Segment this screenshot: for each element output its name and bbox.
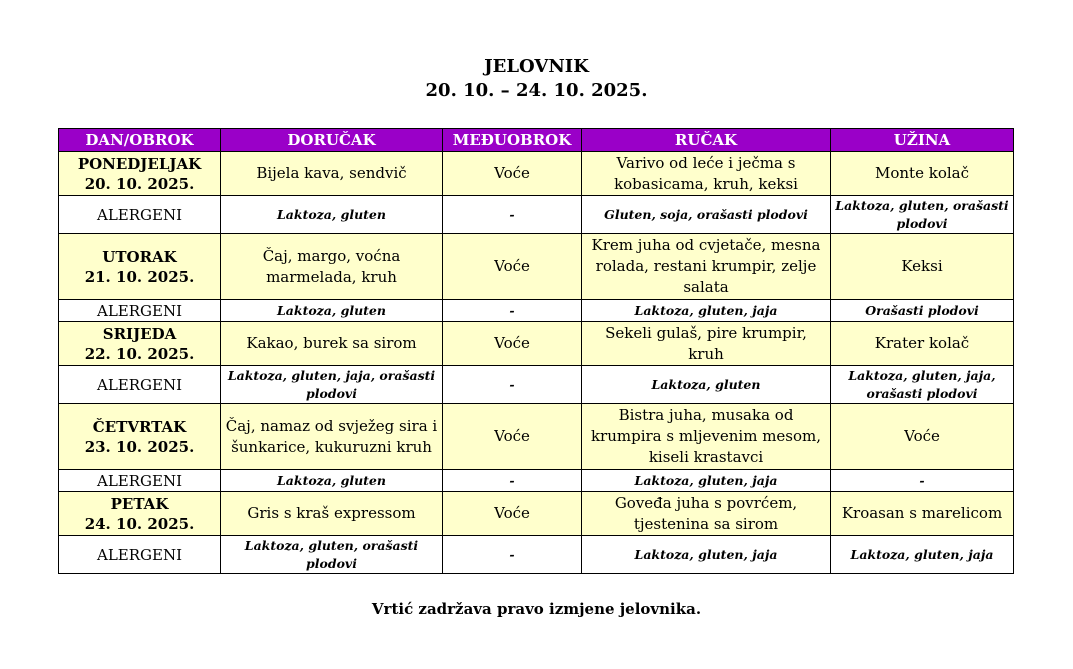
snack-cell: Voće: [443, 492, 582, 536]
lunch-cell: Bistra juha, musaka od krumpira s mljevenim mesom, kiseli krastavci: [582, 404, 831, 470]
table-row: [59, 404, 1014, 470]
day-name-cell: PETAK 24. 10. 2025.: [59, 492, 221, 536]
allergen-label: ALERGENI: [59, 470, 221, 492]
allergen-row: [59, 366, 1014, 404]
day-name-cell: UTORAK 21. 10. 2025.: [59, 234, 221, 300]
allergen-cell: Gluten, soja, orašasti plodovi: [582, 196, 831, 234]
allergen-cell: -: [831, 470, 1014, 492]
table-row: [59, 234, 1014, 300]
snack-cell: Voće: [443, 234, 582, 300]
allergen-label: ALERGENI: [59, 300, 221, 322]
allergen-row: [59, 470, 1014, 492]
allergen-label: ALERGENI: [59, 536, 221, 574]
allergen-cell: -: [443, 366, 582, 404]
allergen-row: [59, 536, 1014, 574]
allergen-cell: Orašasti plodovi: [831, 300, 1014, 322]
afternoon-cell: Keksi: [831, 234, 1014, 300]
lunch-cell: Sekeli gulaš, pire krumpir, kruh: [582, 322, 831, 366]
breakfast-cell: Gris s kraš expressom: [221, 492, 443, 536]
allergen-cell: Laktoza, gluten: [221, 196, 443, 234]
snack-cell: Voće: [443, 404, 582, 470]
allergen-cell: Laktoza, gluten: [221, 470, 443, 492]
lunch-cell: Varivo od leće i ječma s kobasicama, kruh, keksi: [582, 152, 831, 196]
allergen-cell: -: [443, 300, 582, 322]
col-header-breakfast: DORUČAK: [221, 129, 443, 152]
breakfast-cell: Kakao, burek sa sirom: [221, 322, 443, 366]
afternoon-cell: Voće: [831, 404, 1014, 470]
breakfast-cell: Bijela kava, sendvič: [221, 152, 443, 196]
lunch-cell: Goveđa juha s povrćem, tjestenina sa sirom: [582, 492, 831, 536]
allergen-row: [59, 196, 1014, 234]
allergen-cell: -: [443, 536, 582, 574]
allergen-cell: Laktoza, gluten, orašasti plodovi: [831, 196, 1014, 234]
col-header-lunch: RUČAK: [582, 129, 831, 152]
day-name-cell: PONEDJELJAK 20. 10. 2025.: [59, 152, 221, 196]
day-name-cell: ČETVRTAK 23. 10. 2025.: [59, 404, 221, 470]
header-row: [59, 129, 1014, 152]
allergen-label: ALERGENI: [59, 196, 221, 234]
allergen-cell: Laktoza, gluten: [221, 300, 443, 322]
table-row: [59, 322, 1014, 366]
allergen-cell: Laktoza, gluten, jaja, orašasti plodovi: [221, 366, 443, 404]
allergen-cell: Laktoza, gluten, jaja: [831, 536, 1014, 574]
allergen-cell: -: [443, 470, 582, 492]
lunch-cell: Krem juha od cvjetače, mesna rolada, restani krumpir, zelje salata: [582, 234, 831, 300]
table-row: [59, 152, 1014, 196]
col-header-afternoon: UŽINA: [831, 129, 1014, 152]
allergen-cell: Laktoza, gluten, jaja: [582, 536, 831, 574]
allergen-row: [59, 300, 1014, 322]
day-name-cell: SRIJEDA 22. 10. 2025.: [59, 322, 221, 366]
breakfast-cell: Čaj, namaz od svježeg sira i šunkarice, kukuruzni kruh: [221, 404, 443, 470]
afternoon-cell: Monte kolač: [831, 152, 1014, 196]
date-range: 20. 10. – 24. 10. 2025.: [425, 80, 648, 101]
allergen-label: ALERGENI: [59, 366, 221, 404]
allergen-cell: Laktoza, gluten, jaja, orašasti plodovi: [831, 366, 1014, 404]
menu-table: [58, 128, 1014, 574]
allergen-cell: Laktoza, gluten, jaja: [582, 470, 831, 492]
page-title: JELOVNIK: [484, 56, 589, 77]
allergen-cell: Laktoza, gluten, jaja: [582, 300, 831, 322]
snack-cell: Voće: [443, 322, 582, 366]
breakfast-cell: Čaj, margo, voćna marmelada, kruh: [221, 234, 443, 300]
snack-cell: Voće: [443, 152, 582, 196]
table-row: [59, 492, 1014, 536]
col-header-day: DAN/OBROK: [59, 129, 221, 152]
footer-note: Vrtić zadržava pravo izmjene jelovnika.: [371, 600, 702, 618]
allergen-cell: Laktoza, gluten: [582, 366, 831, 404]
afternoon-cell: Krater kolač: [831, 322, 1014, 366]
afternoon-cell: Kroasan s marelicom: [831, 492, 1014, 536]
allergen-cell: Laktoza, gluten, orašasti plodovi: [221, 536, 443, 574]
col-header-snack: MEĐUOBROK: [443, 129, 582, 152]
allergen-cell: -: [443, 196, 582, 234]
